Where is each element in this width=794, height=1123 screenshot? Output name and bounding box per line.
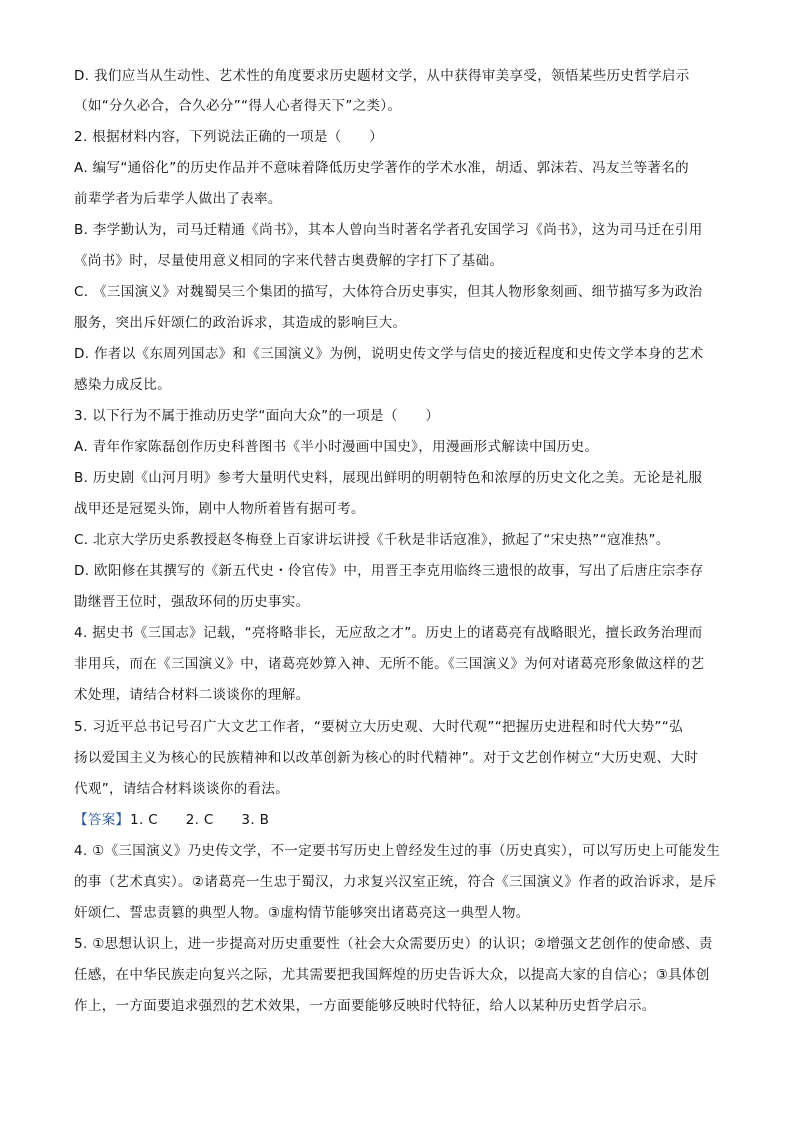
answer-tag: 【答案】: [74, 812, 130, 828]
text-line: 战甲还是冠冕头饰，剧中人物所着皆有据可考。: [74, 501, 365, 517]
text-line: A. 编写“通俗化”的历史作品并不意味着降低历史学著作的学术水准，胡适、郭沫若、冯友兰等著名的: [74, 160, 690, 176]
text-line: 奸颂仁、誓忠责篡的典型人物。③虚构情节能够突出诸葛亮这一典型人物。: [74, 905, 530, 921]
text-line: C. 北京大学历史系教授赵冬梅登上百家讲坛讲授《千秋是非话寇准》，掀起了“宋史热”“寇准热”。: [74, 532, 670, 548]
text-line: D. 欧阳修在其撰写的《新五代史・伶官传》中，用晋王李克用临终三遗恨的故事，写出了后唐庄宗李存: [74, 563, 704, 579]
text-line: 作上，一方面要追求强烈的艺术效果，一方面要能够反映时代特征，给人以某种历史哲学启示。: [74, 998, 656, 1014]
text-line: 服务，突出斥奸颂仁的政治诉求，其造成的影响巨大。: [74, 315, 407, 331]
text-line: B. 李学勤认为，司马迁精通《尚书》，其本人曾向当时著名学者孔安国学习《尚书》，这为司马迁在引用: [74, 222, 703, 238]
text-line: 感染力成反比。: [74, 377, 171, 393]
text-line: D. 我们应当从生动性、艺术性的角度要求历史题材文学，从中获得审美享受，领悟某些历史哲学启示: [74, 68, 690, 84]
text-line: （如“分久必合，合久必分”“得人心者得天下”之类）。: [74, 98, 402, 114]
text-line: 《尚书》时，尽量使用意义相同的字来代替古奥费解的字打下了基础。: [74, 253, 504, 269]
answer-choices: 1. C 2. C 3. B: [130, 812, 270, 828]
text-line: 扬以爱国主义为核心的民族精神和以改革创新为核心的时代精神”。对于文艺创作树立“大历史观、大时: [74, 750, 699, 766]
text-line: 4. ①《三国演义》乃史传文学，不一定要书写历史上曾经发生过的事（历史真实），可以写历史上可能发生: [74, 843, 721, 859]
text-line: 前辈学者为后辈学人做出了表率。: [74, 191, 282, 207]
text-line: A. 青年作家陈磊创作历史科普图书《半小时漫画中国史》，用漫画形式解读中国历史。: [74, 439, 599, 455]
text-line: B. 历史剧《山河月明》参考大量明代史料，展现出鲜明的明朝特色和浓厚的历史文化之美。无论是礼服: [74, 470, 703, 486]
text-line: 4. 据史书《三国志》记载，“亮将略非长，无应敌之才”。历史上的诸葛亮有战略眼光，擅长政务治理而: [74, 625, 703, 641]
text-line: 任感，在中华民族走向复兴之际，尤其需要把我国辉煌的历史告诉大众，以提高大家的自信心；③具体创: [74, 967, 710, 983]
text-line: 勖继晋王位时，强敌环伺的历史事实。: [74, 594, 310, 610]
text-line: 代观”，请结合材料谈谈你的看法。: [74, 781, 290, 797]
text-line: 2. 根据材料内容，下列说法正确的一项是（ ）: [74, 129, 384, 145]
text-line: C. 《三国演义》对魏蜀吴三个集团的描写，大体符合历史事实，但其人物形象刻画、细节描写多为政治: [74, 284, 703, 300]
text-line: 的事（艺术真实）。②诸葛亮一生忠于蜀汉，力求复兴汉室正统，符合《三国演义》作者的政治诉求，是斥: [74, 874, 717, 890]
text-line: 5. 习近平总书记号召广大文艺工作者，“要树立大历史观、大时代观”“把握历史进程和时代大势”“弘: [74, 719, 683, 735]
text-line: D. 作者以《东周列国志》和《三国演义》为例，说明史传文学与信史的接近程度和史传文学本身的艺术: [74, 346, 704, 362]
text-line: 非用兵，而在《三国演义》中，诸葛亮妙算入神、无所不能。《三国演义》为何对诸葛亮形象做这样的艺: [74, 656, 705, 672]
text-line: 3. 以下行为不属于推动历史学“面向大众”的一项是（ ）: [74, 408, 440, 424]
text-line: 5. ①思想认识上，进一步提高对历史重要性（社会大众需要历史）的认识；②增强文艺创作的使命感、责: [74, 936, 713, 952]
text-line: 术处理，请结合材料二谈谈你的理解。: [74, 687, 310, 703]
